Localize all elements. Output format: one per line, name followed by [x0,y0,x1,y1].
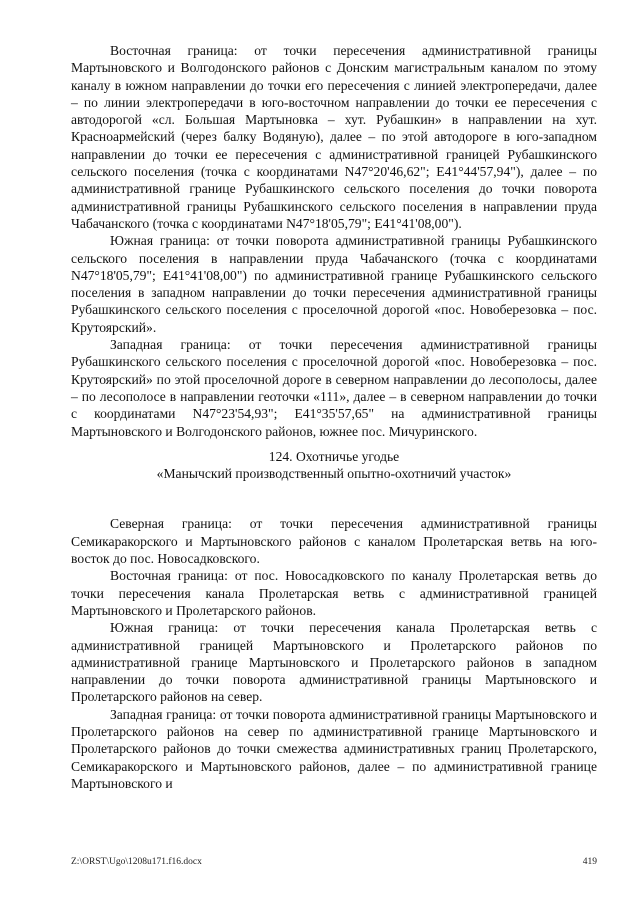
paragraph-west-border-prev: Западная граница: от точки пересечения административной границы Рубашкинского сельского поселения с проселочной дорогой «пос. Новоберезовка – пос. Крутоярский» по этой проселочной дороге в северном направлении до лесополосы, далее – по лесополосе в направлении геоточки «111», далее – в северном направлении до точки с координатами N47°23'54,93"; E41°35'57,65" на административной границы Мартыновского и Волгодонского районов, южнее пос. Мичуринского. [71,337,597,439]
page-content [71,42,597,792]
paragraph-south-border-prev: Южная граница: от точки поворота административной границы Рубашкинского сельского поселения в направлении пруда Чабачанского (точка с координатами N47°18'05,79"; E41°41'08,00") по административной границе Рубашкинского сельского поселения в западном направлении до точки пересечения административной границы Рубашкинского сельского поселения с проселочной дорогой «пос. Новоберезовка – пос. Крутоярский». [71,233,597,335]
paragraph-west-border: Западная граница: от точки поворота административной границы Мартыновского и Пролетарского районов на север по административной границе Мартыновского и Пролетарского районов до точки смежества административных границ Пролетарского, Семикаракорского и Мартыновского районов, далее – по административной границе Мартыновского и [71,706,597,791]
footer-file-path: Z:\ORST\Ugo\1208u171.f16.docx [71,857,202,867]
paragraph-east-border-prev: Восточная граница: от точки пересечения административной границы Мартыновского и Волгодонского районов с Донским магистральным каналом по этому каналу в южном направлении до точки его пересечения с линией электропередачи, далее – по линии электропередачи в юго-восточном направлении до точки ее пересечения с автодорогой «сл. Большая Мартыновка – хут. Рубашкин» в направлении на хут. Красноармейский (через балку Водяную), далее – по этой автодороге в юго-западном направлении до точки ее пересечения с административной границей Рубашкинского сельского поселения (точка с координатами N47°20'46,62"; E41°44'57,94"), далее – по административной границе Рубашкинского сельского поселения до точки поворота административной границы Рубашкинского сельского поселения в направлении пруда Чабачанского (точка с координатами N47°18'05,79"; E41°41'08,00"). [71,43,597,231]
paragraph-south-border: Южная граница: от точки пересечения канала Пролетарская ветвь с административной границей Мартыновского и Пролетарского районов по административной границе Мартыновского и Пролетарского районов в западном направлении до точки поворота административной границы Мартыновского и Пролетарского районов на север. [71,620,597,705]
paragraph-east-border: Восточная граница: от пос. Новосадковского по каналу Пролетарская ветвь до точки пересечения канала Пролетарская ветвь с административной границей Мартыновского и Пролетарского районов. [71,568,597,618]
section-number-title: 124. Охотничье угодье [268,448,400,464]
footer-page-number: 419 [582,857,597,867]
section-name: «Манычский производственный опытно-охотничий участок» [156,466,512,482]
paragraph-north-border: Северная граница: от точки пересечения административной границы Семикаракорского и Мартыновского районов с каналом Пролетарская ветвь на юго-восток до пос. Новосадковского. [71,516,597,567]
